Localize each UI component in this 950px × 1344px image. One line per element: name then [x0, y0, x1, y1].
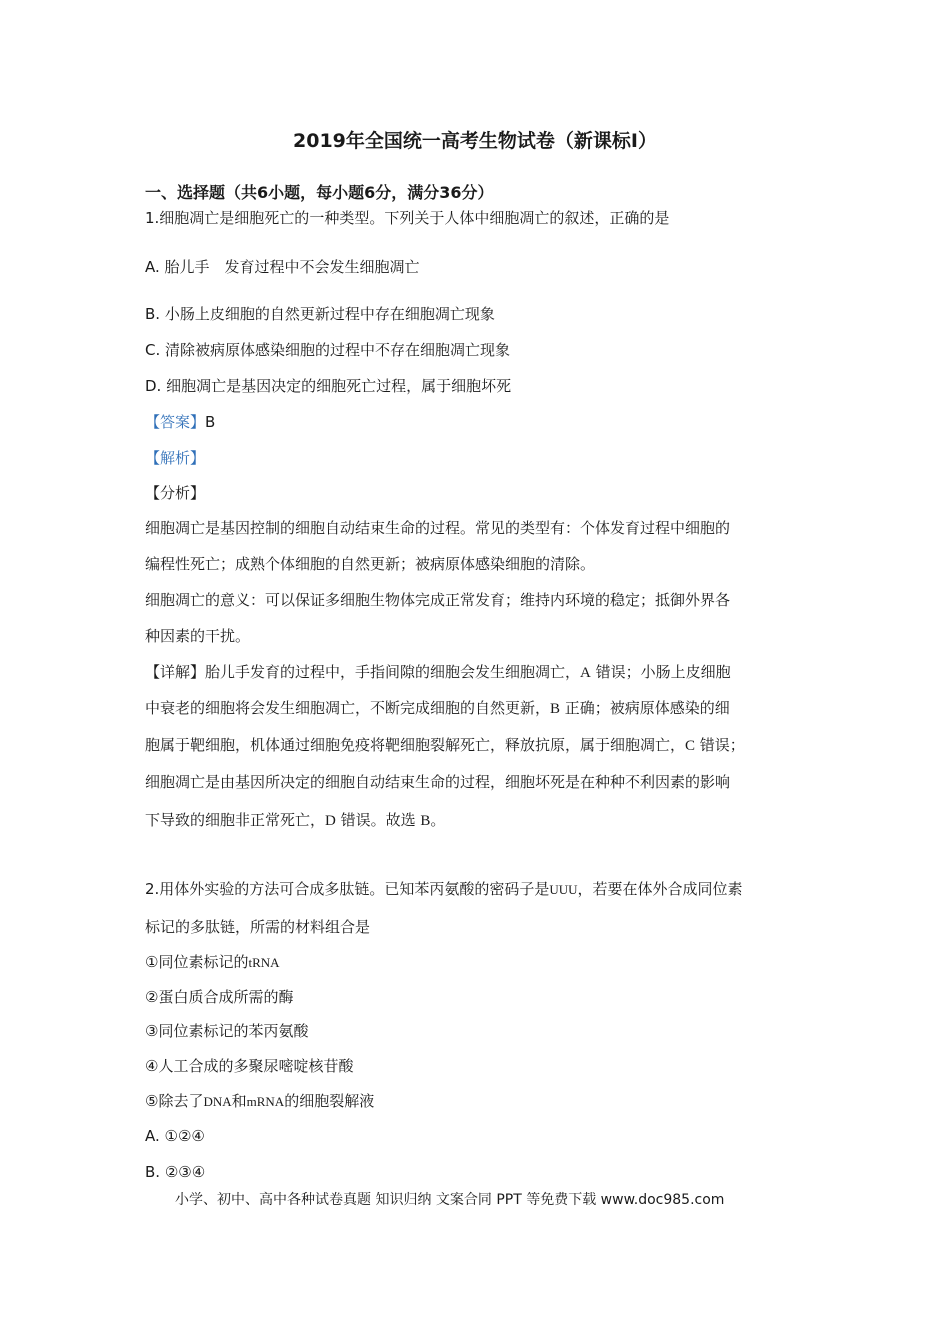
detail-line-5 [145, 809, 445, 832]
detail-text: 胞属于靶细胞，机体通过细胞免疫将靶细胞裂解死亡，释放抗原，属于细胞凋亡， [145, 736, 686, 754]
q2-option-a: A. ①②④ [145, 1127, 205, 1145]
detail-line-1 [145, 661, 731, 684]
analysis-line-4: 种因素的干扰。 [145, 627, 251, 645]
item-text: ①同位素标记的 [145, 953, 249, 971]
detail-text: 错误。故选 [335, 811, 421, 829]
q2-option-b: B. ②③④ [145, 1163, 206, 1181]
detail-text: 正确；被病原体感染的细 [560, 699, 730, 717]
detail-label: 【详解】 [145, 663, 206, 681]
q2-item-5 [145, 1090, 374, 1113]
q1-stem: 1.细胞凋亡是细胞死亡的一种类型。下列关于人体中细胞凋亡的叙述，正确的是 [145, 209, 670, 227]
item-term: mRNA [246, 1094, 285, 1109]
detail-line-2 [145, 697, 730, 720]
detail-text: 。 [430, 811, 446, 829]
detail-line-3 [145, 734, 745, 757]
jiexi-label: 【解析】 [145, 449, 206, 467]
detail-letter: D [325, 813, 336, 829]
q1-option-b: B. 小肠上皮细胞的自然更新过程中存在细胞凋亡现象 [145, 305, 495, 323]
item-text: 和 [231, 1092, 247, 1110]
item-term: tRNA [248, 955, 280, 970]
answer-label: 【答案】 [145, 413, 206, 431]
detail-text: 中衰老的细胞将会发生细胞凋亡，不断完成细胞的自然更新， [145, 699, 551, 717]
detail-text: 胎儿手发育的过程中，手指间隙的细胞会发生细胞凋亡， [205, 663, 581, 681]
q2-item-3: ③同位素标记的苯丙氨酸 [145, 1022, 309, 1040]
q1-option-a: A. 胎儿手 发育过程中不会发生细胞凋亡 [145, 258, 420, 276]
item-term: DNA [203, 1094, 232, 1109]
q2-stem-text: 2.用体外实验的方法可合成多肽链。已知苯丙氨酸的密码子是 [145, 880, 550, 898]
q1-answer [145, 411, 215, 433]
item-text: ⑤除去了 [145, 1092, 204, 1110]
fenxi-label: 【分析】 [145, 484, 206, 502]
detail-text: 错误； [695, 736, 745, 754]
q2-stem-line-1 [145, 878, 743, 901]
codon-text: UUU [549, 882, 578, 897]
footer-text: 小学、初中、高中各种试卷真题 知识归纳 文案合同 PPT 等免费下载 www.doc985.com [175, 1192, 725, 1208]
answer-value: B [205, 413, 216, 431]
detail-text: 下导致的细胞非正常死亡， [145, 811, 326, 829]
exam-title: 2019年全国统一高考生物试卷（新课标I） [293, 130, 657, 152]
detail-text: 错误；小肠上皮细胞 [590, 663, 731, 681]
q1-option-d: D. 细胞凋亡是基因决定的细胞死亡过程，属于细胞坏死 [145, 377, 512, 395]
analysis-line-1: 细胞凋亡是基因控制的细胞自动结束生命的过程。常见的类型有：个体发育过程中细胞的 [145, 519, 731, 537]
q2-item-1 [145, 951, 280, 974]
detail-letter: B [550, 701, 561, 717]
q1-option-c: C. 清除被病原体感染细胞的过程中不存在细胞凋亡现象 [145, 341, 511, 359]
detail-line-4: 细胞凋亡是由基因所决定的细胞自动结束生命的过程，细胞坏死是在种种不利因素的影响 [145, 773, 731, 791]
section-heading: 一、选择题（共6小题，每小题6分，满分36分） [145, 183, 494, 202]
q2-stem-line-2: 标记的多肽链，所需的材料组合是 [145, 918, 371, 936]
detail-letter: C [685, 738, 696, 754]
detail-letter: A [580, 665, 591, 681]
detail-letter: B [420, 813, 431, 829]
item-text: 的细胞裂解液 [284, 1092, 375, 1110]
analysis-line-3: 细胞凋亡的意义：可以保证多细胞生物体完成正常发育；维持内环境的稳定；抵御外界各 [145, 591, 731, 609]
q2-item-2: ②蛋白质合成所需的酶 [145, 988, 294, 1006]
q2-item-4: ④人工合成的多聚尿嘧啶核苷酸 [145, 1057, 354, 1075]
q2-stem-text: ，若要在体外合成同位素 [577, 880, 743, 898]
analysis-line-2: 编程性死亡；成熟个体细胞的自然更新；被病原体感染细胞的清除。 [145, 555, 596, 573]
